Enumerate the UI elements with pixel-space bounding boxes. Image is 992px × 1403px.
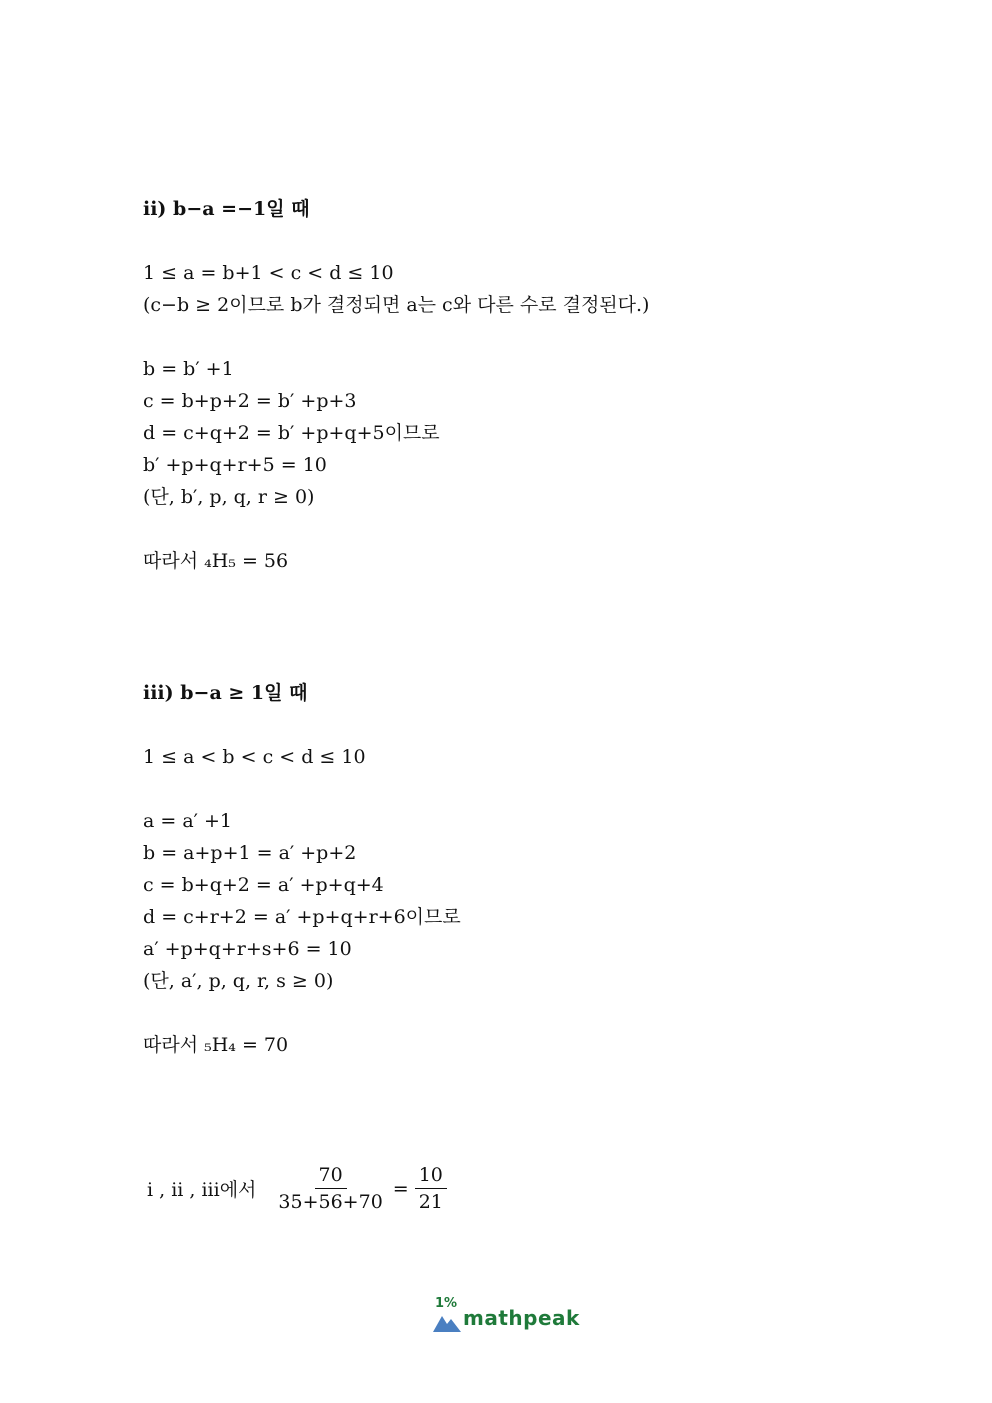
mathpeak-logo [433, 1296, 580, 1336]
section-iii-eq-2: b = a+p+1 = a′ +p+2 [143, 842, 357, 864]
result-numerator: 10 [415, 1164, 447, 1189]
section-ii-result: 따라서 ₄H₅ = 56 [143, 550, 289, 572]
section-iii-eq-5: a′ +p+q+r+s+6 = 10 [143, 938, 352, 960]
fraction-denominator: 35+56+70 [278, 1191, 383, 1213]
section-ii-eq-2: c = b+p+2 = b′ +p+3 [143, 390, 357, 412]
fraction-probability-expression [274, 1164, 386, 1213]
section-iii-eq-3: c = b+q+2 = a′ +p+q+4 [143, 874, 384, 896]
mountain-icon [433, 1312, 461, 1332]
conclusion [147, 1164, 451, 1213]
section-iii-inequality: 1 ≤ a < b < c < d ≤ 10 [143, 746, 366, 768]
section-ii-eq-4: b′ +p+q+r+5 = 10 [143, 454, 327, 476]
section-iii-heading: iii) b−a ≥ 1일 때 [143, 682, 308, 704]
section-ii-eq-5: (단, b′, p, q, r ≥ 0) [143, 486, 315, 508]
fraction-result [415, 1164, 447, 1213]
equals-sign: = [392, 1177, 409, 1200]
section-iii-eq-1: a = a′ +1 [143, 810, 233, 832]
logo-percent: 1% [435, 1296, 458, 1311]
section-ii-inequality: 1 ≤ a = b+1 < c < d ≤ 10 [143, 262, 394, 284]
conclusion-prefix: i , ii , iii에서 [147, 1179, 257, 1201]
section-ii-heading: ii) b−a =−1일 때 [143, 198, 310, 220]
section-ii-eq-3: d = c+q+2 = b′ +p+q+5이므로 [143, 422, 440, 444]
logo-word: mathpeak [463, 1306, 580, 1330]
fraction-numerator: 70 [315, 1164, 347, 1189]
section-ii-note: (c−b ≥ 2이므로 b가 결정되면 a는 c와 다른 수로 결정된다.) [143, 294, 650, 316]
section-iii-eq-4: d = c+r+2 = a′ +p+q+r+6이므로 [143, 906, 461, 928]
section-iii-result: 따라서 ₅H₄ = 70 [143, 1034, 289, 1056]
result-denominator: 21 [418, 1191, 443, 1213]
section-ii-eq-1: b = b′ +1 [143, 358, 234, 380]
section-iii-eq-6: (단, a′, p, q, r, s ≥ 0) [143, 970, 334, 992]
